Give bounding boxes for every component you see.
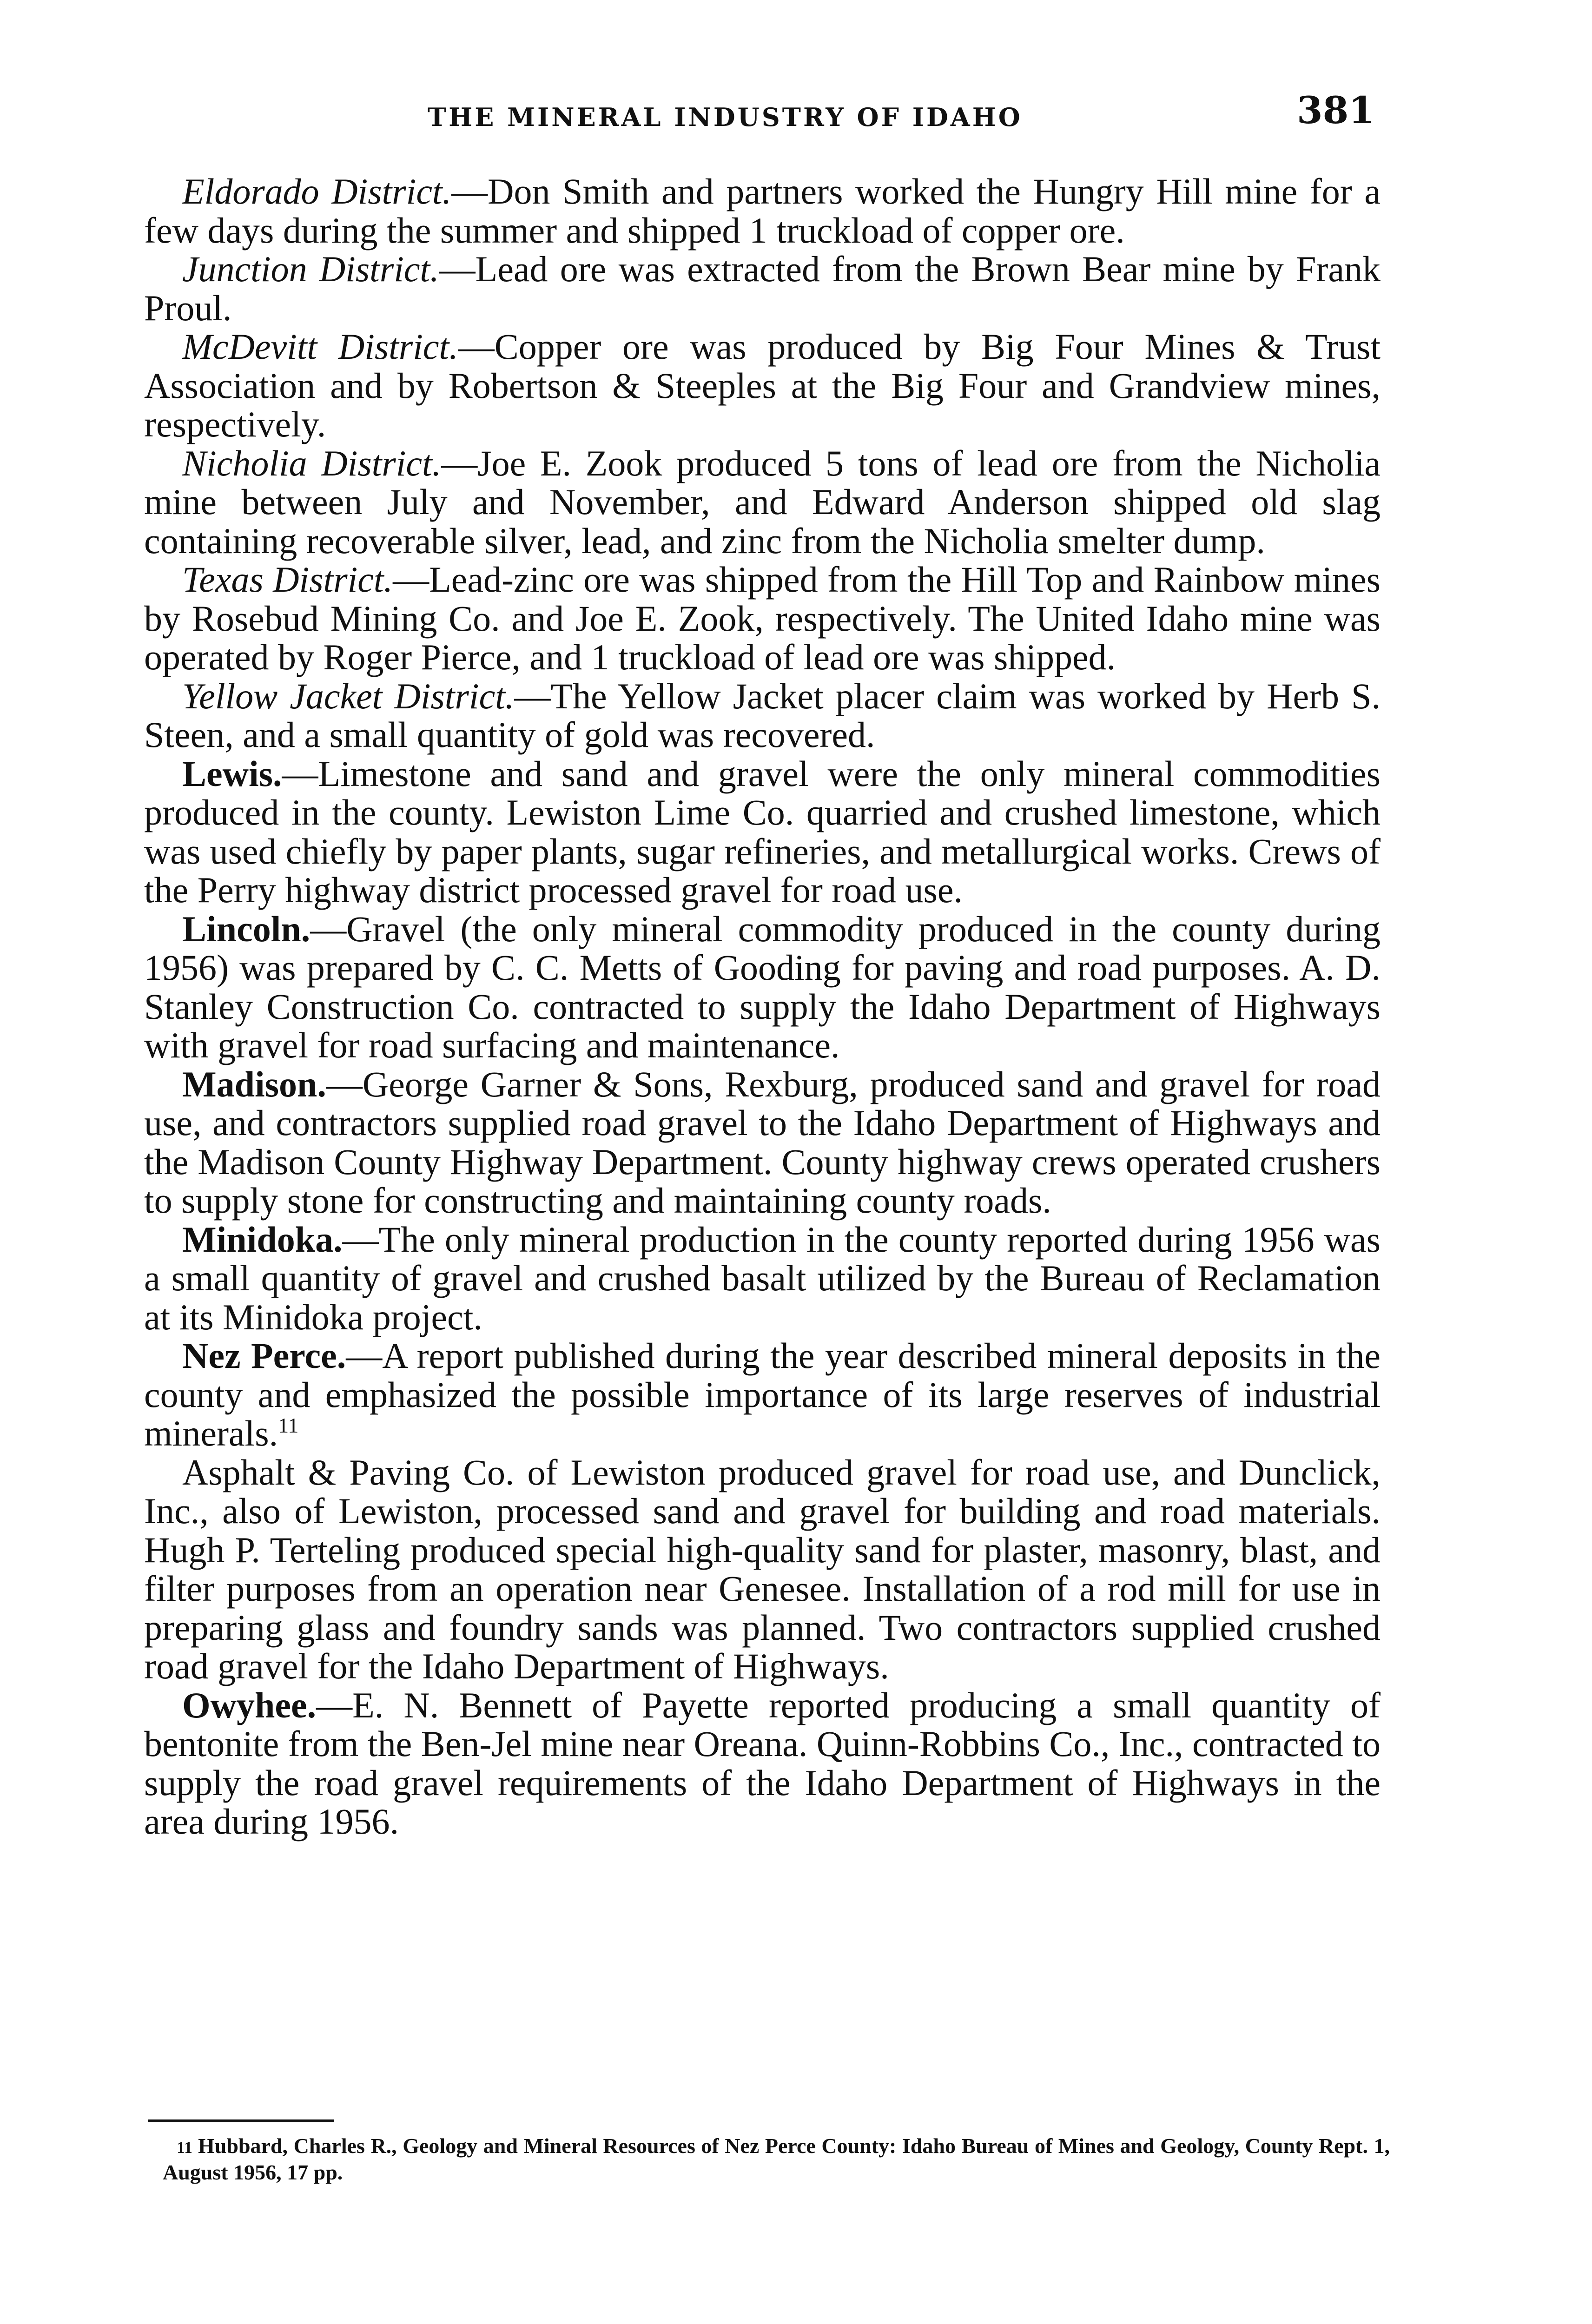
paragraph-madison <box>144 1065 1381 1220</box>
paragraph-lead: Lewis. <box>182 753 282 794</box>
paragraph-junction-district <box>144 250 1381 327</box>
page-number: 381 <box>1297 88 1374 132</box>
paragraph-nez-perce-continued <box>144 1453 1381 1686</box>
paragraph-lead: Texas District. <box>182 559 393 600</box>
paragraph-text: —The Yellow Jacket placer claim was worked by Herb S. Steen, and a small quantity of gold was recovered. <box>144 675 1381 755</box>
paragraph-lead: Eldorado District. <box>182 171 452 211</box>
paragraph-nez-perce <box>144 1336 1381 1453</box>
paragraph-lead: Madison. <box>182 1063 326 1104</box>
paragraph-lead: Nez Perce. <box>182 1335 346 1376</box>
paragraph-yellow-jacket-district <box>144 677 1381 754</box>
paragraph-text: —Gravel (the only mineral commodity produced in the county during 1956) was prepared by C. C. Metts of Gooding for paving and road purposes. A. D. Stanley Construction Co. contracted to supply the Idaho Department of Highways with gravel for road surfacing and maintenance. <box>144 908 1381 1065</box>
paragraph-nicholia-district <box>144 444 1381 561</box>
paragraph-eldorado-district <box>144 172 1381 250</box>
paragraph-text: —Limestone and sand and gravel were the only mineral commodities produced in the county. Lewiston Lime Co. quarried and crushed limestone, which was used chiefly by paper plants, sugar refineries, and metallurgical works. Crews of the Perry highway district processed gravel for road use. <box>144 753 1381 910</box>
paragraph-text: —Lead ore was extracted from the Brown Bear mine by Frank Proul. <box>144 249 1381 328</box>
paragraph-lead: Yellow Jacket District. <box>182 675 515 716</box>
paragraph-text: —Joe E. Zook produced 5 tons of lead ore from the Nicholia mine between July and November, and Edward Anderson shipped old slag containing recoverable silver, lead, and zinc from the Nicholia smelter dump. <box>144 442 1381 561</box>
paragraph-text: —Don Smith and partners worked the Hungry Hill mine for a few days during the summer and shipped 1 truckload of copper ore. <box>144 171 1381 251</box>
paragraph-text: —The only mineral production in the county reported during 1956 was a small quantity of gravel and crushed basalt utilized by the Bureau of Reclamation at its Minidoka project. <box>144 1219 1381 1337</box>
paragraph-text: —Copper ore was produced by Big Four Mines & Trust Association and by Robertson & Steeples at the Big Four and Grandview mines, respectively. <box>144 326 1381 444</box>
paragraph-minidoka <box>144 1220 1381 1337</box>
paragraph-mcdevitt-district <box>144 327 1381 444</box>
paragraph-lewis <box>144 754 1381 910</box>
paragraph-lead: Lincoln. <box>182 908 310 949</box>
paragraph-text: —A report published during the year described mineral deposits in the county and emphasized the possible importance of its large reserves of industrial minerals. <box>144 1335 1381 1453</box>
paragraph-texas-district <box>144 560 1381 677</box>
paragraph-lead: Nicholia District. <box>182 442 442 483</box>
paragraph-lincoln <box>144 910 1381 1065</box>
paragraph-text: —George Garner & Sons, Rexburg, produced sand and gravel for road use, and contractors supplied road gravel to the Idaho Department of Highways and the Madison County Highway Department. County highway crews operated crushers to supply stone for constructing and maintaining county roads. <box>144 1063 1381 1221</box>
footnote-divider <box>148 2119 334 2122</box>
footnote <box>163 2133 1390 2185</box>
paragraph-lead: Minidoka. <box>182 1219 343 1260</box>
paragraph-text: —Lead-zinc ore was shipped from the Hill Top and Rainbow mines by Rosebud Mining Co. and Joe E. Zook, respectively. The United Idaho mine was operated by Roger Pierce, and 1 truckload of lead ore was shipped. <box>144 559 1381 677</box>
running-title: THE MINERAL INDUSTRY OF IDAHO <box>428 102 1023 132</box>
paragraph-lead: Junction District. <box>182 249 439 289</box>
paragraph-lead: McDevitt District. <box>182 326 458 367</box>
footnote-number: 11 <box>177 2138 193 2157</box>
paragraph-lead: Owyhee. <box>182 1684 317 1725</box>
body-text <box>144 172 1381 1841</box>
paragraph-text: —E. N. Bennett of Payette reported producing a small quantity of bentonite from the Ben-Jel mine near Oreana. Quinn-Robbins Co., Inc., contracted to supply the road gravel requirements of the Idaho Department of Highways in the area during 1956. <box>144 1684 1381 1842</box>
paragraph-owyhee <box>144 1686 1381 1841</box>
footnote-reference: 11 <box>278 1413 299 1437</box>
running-head <box>0 88 1592 139</box>
footnote-text: Hubbard, Charles R., Geology and Mineral Resources of Nez Perce County: Idaho Bureau of Mines and Geology, County Rept. 1, August 1956, 17 pp. <box>163 2134 1390 2184</box>
paragraph-text: Asphalt & Paving Co. of Lewiston produced gravel for road use, and Dunclick, Inc., also of Lewiston, processed sand and gravel for building and road materials. Hugh P. Terteling produced special high-quality sand for plaster, masonry, blast, and filter purposes from an operation near Genesee. Installation of a rod mill for use in preparing glass and foundry sands was planned. Two contractors supplied crushed road gravel for the Idaho Department of Highways. <box>144 1452 1381 1686</box>
